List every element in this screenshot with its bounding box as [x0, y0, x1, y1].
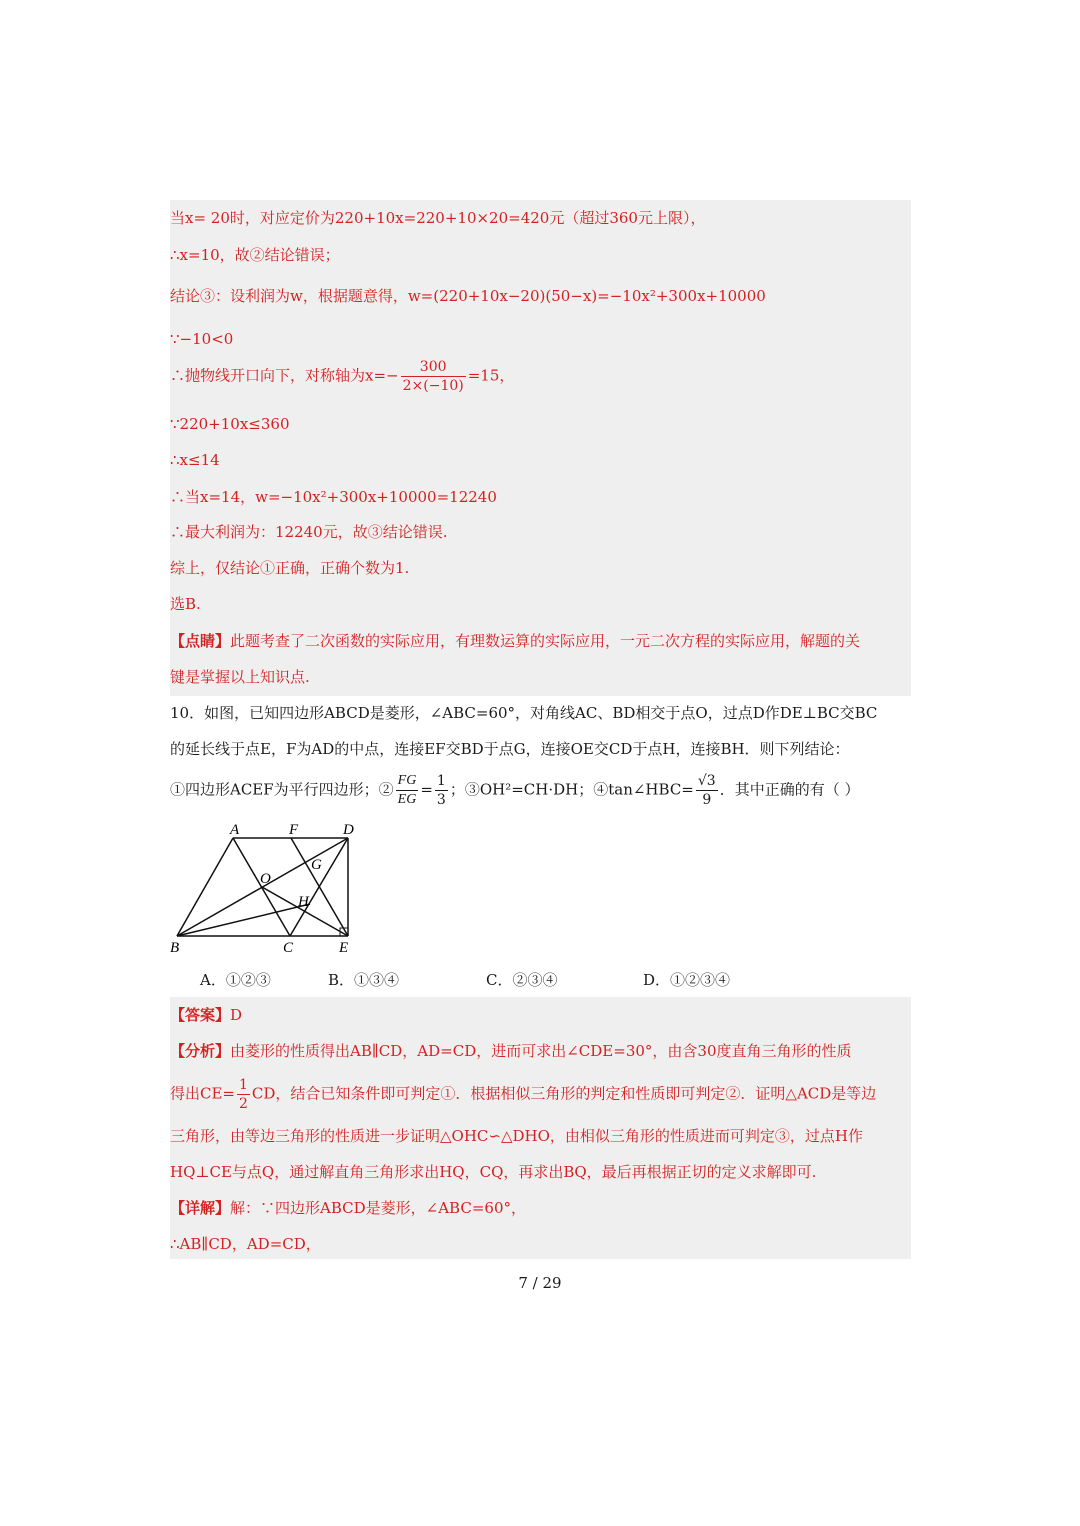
label-c: C [283, 940, 294, 956]
question-text: ．其中正确的有（ ） [719, 780, 860, 799]
axis-tail: =15， [467, 366, 515, 385]
fraction-fg-eg [396, 772, 419, 809]
axis-text: ∴抛物线开口向下，对称轴为x=− [170, 366, 399, 385]
analysis-text: 得出CE= [170, 1084, 235, 1103]
dianjing-line: 键是掌握以上知识点. [170, 668, 310, 686]
analysis-line [170, 1041, 852, 1061]
fraction-denominator: EG [397, 792, 417, 807]
question-line: ①四边形ACEF为平行四边形；② $\frac{FG}{EG}$ = $\frac{1}{3}$ ；③OH²=CH·DH；④tan∠HBC= $\frac{√3}{9}$ ．其中正确的有（ ） [170, 773, 860, 808]
option-b[interactable]: B．①③④ [328, 971, 400, 989]
label-b: B [170, 940, 180, 956]
analysis-text: CD，结合已知条件即可判定①．根据相似三角形的判定和性质即可判定②．证明△ACD是等边 [251, 1084, 877, 1103]
answer-tag: 【答案】 [170, 1006, 231, 1024]
question-text: ①四边形ACEF为平行四边形；② [170, 780, 394, 799]
analysis-line: 三角形，由等边三角形的性质进一步证明△OHC∽△DHO，由相似三角形的性质进而可判定③，过点H作 [170, 1127, 863, 1145]
label-o: O [260, 871, 271, 887]
segment-bh [177, 904, 310, 936]
geometry-figure [160, 815, 370, 960]
option-d[interactable]: D．①②③④ [643, 971, 731, 989]
question-line: 10．如图，已知四边形ABCD是菱形，∠ABC=60°，对角线AC、BD相交于点O，过点D作DE⊥BC交BC [170, 704, 878, 722]
detail-line: ∴AB∥CD，AD=CD， [170, 1235, 321, 1253]
option-a[interactable]: A．①②③ [200, 971, 271, 989]
solution-line: 综上，仅结论①正确，正确个数为1. [170, 559, 410, 577]
fraction-one-third [435, 772, 448, 809]
analysis-line [170, 1076, 876, 1113]
fraction-numerator: 300 [401, 358, 466, 377]
solution-line: ∴x=10，故②结论错误； [170, 246, 340, 264]
label-e: E [339, 940, 349, 956]
analysis-line: HQ⊥CE与点Q，通过解直角三角形求出HQ，CQ，再求出BQ，最后再根据正切的定义求解即可. [170, 1163, 817, 1181]
dianjing-line [170, 631, 860, 651]
detail-tag: 【详解】 [170, 1199, 231, 1217]
solution-line: 当x= 20时，对应定价为220+10x=220+10×20=420元（超过360元上限）， [170, 209, 706, 227]
fraction-numerator: 1 [239, 1077, 248, 1093]
fraction-numerator: 1 [436, 773, 446, 789]
label-g: G [311, 857, 322, 873]
dianjing-tag: 【点睛】 [170, 632, 231, 650]
solution-line: ∵−10<0 [170, 330, 234, 348]
fraction-denominator: 3 [436, 792, 446, 808]
fraction-sqrt3-9 [696, 772, 718, 809]
solution-line: ∴最大利润为：12240元，故③结论错误. [170, 523, 448, 541]
label-f: F [289, 822, 299, 838]
question-text: ；③OH²=CH·DH；④tan∠HBC= [449, 780, 694, 799]
fraction-denominator: 9 [702, 792, 712, 808]
solution-line: 选B. [170, 595, 201, 613]
fraction-denominator: 2×(−10) [402, 378, 464, 394]
solution-line [170, 358, 514, 395]
option-c[interactable]: C．②③④ [486, 971, 558, 989]
dianjing-text: 此题考查了二次函数的实际应用，有理数运算的实际应用，一元二次方程的实际应用，解题的关 [230, 632, 861, 650]
segment-ab [177, 838, 233, 936]
fraction-numerator: FG [396, 772, 419, 791]
solution-line: ∵220+10x≤360 [170, 415, 290, 433]
answer-value: D [230, 1006, 243, 1024]
solution-line [170, 286, 766, 306]
axis-fraction [401, 358, 466, 395]
detail-text: 解：∵四边形ABCD是菱形，∠ABC=60°， [230, 1199, 526, 1217]
analysis-text: 由菱形的性质得出AB∥CD，AD=CD，进而可求出∠CDE=30°，由含30度直角三角形的性质 [230, 1042, 852, 1060]
detail-line [170, 1198, 526, 1218]
question-line: 的延长线于点E，F为AD的中点，连接EF交BD于点G，连接OE交CD于点H，连接BH．则下列结论： [170, 740, 850, 758]
label-a: A [230, 822, 240, 838]
analysis-tag: 【分析】 [170, 1042, 231, 1060]
fraction-denominator: 2 [239, 1096, 248, 1112]
label-h: H [298, 894, 309, 910]
label-d: D [343, 822, 354, 838]
answer-line [170, 1005, 242, 1025]
solution-line: ∴x≤14 [170, 451, 220, 469]
solution-line: ∴当x=14，w=−10x²+300x+10000=12240 [170, 488, 497, 506]
fraction-numerator: √3 [697, 773, 716, 789]
page-number: 7 / 29 [518, 1274, 562, 1292]
profit-formula: 结论③：设利润为w，根据题意得，w=(220+10x−20)(50−x)=−10x²+300x+10000 [170, 287, 766, 305]
solution-background [170, 200, 911, 696]
fraction-one-half [237, 1076, 250, 1113]
